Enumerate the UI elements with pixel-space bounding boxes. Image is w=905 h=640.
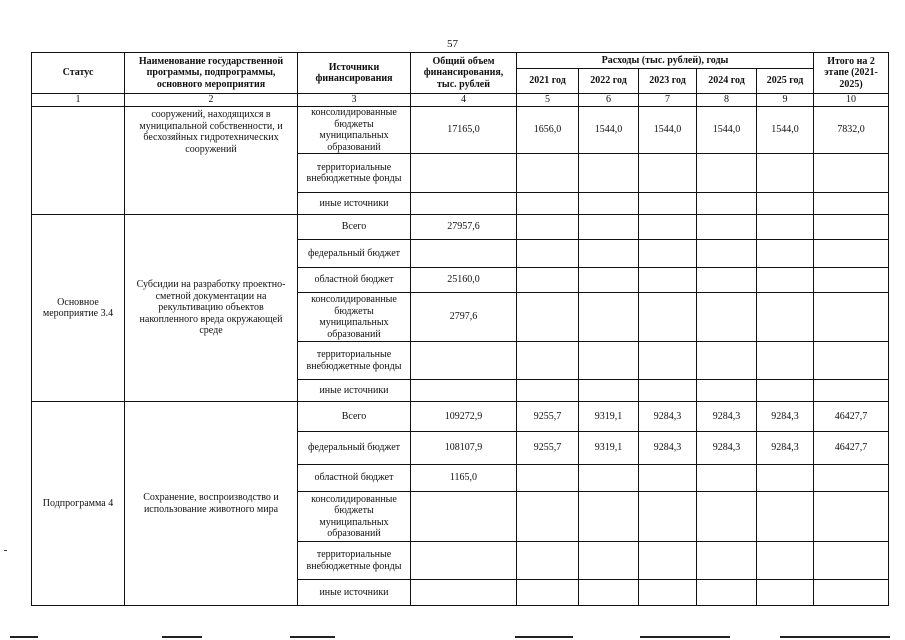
stage-total-cell <box>814 240 889 268</box>
measure-name-cell: сооружений, находящихся в муниципальной собственности, и бесхозяйных гидротехнических сооружений <box>125 107 298 215</box>
stage-total-cell: 46427,7 <box>814 402 889 432</box>
column-number: 5 <box>517 94 579 107</box>
source-cell: иные источники <box>298 580 411 606</box>
header-status: Статус <box>32 53 125 94</box>
year-2024-cell <box>697 542 757 580</box>
scan-edge-mark <box>780 636 890 638</box>
header-year: 2023 год <box>639 69 697 94</box>
year-2022-cell: 1544,0 <box>579 107 639 154</box>
stage-total-cell <box>814 465 889 492</box>
year-2024-cell <box>697 154 757 193</box>
total-cell: 109272,9 <box>411 402 517 432</box>
year-2024-cell <box>697 492 757 542</box>
header-year: 2022 год <box>579 69 639 94</box>
source-cell: территориальные внебюджетные фонды <box>298 542 411 580</box>
year-2023-cell <box>639 215 697 240</box>
year-2022-cell: 9319,1 <box>579 432 639 465</box>
year-2024-cell: 9284,3 <box>697 402 757 432</box>
total-cell <box>411 342 517 380</box>
source-cell: Всего <box>298 402 411 432</box>
year-2023-cell: 1544,0 <box>639 107 697 154</box>
total-cell <box>411 240 517 268</box>
year-2021-cell <box>517 342 579 380</box>
year-2024-cell: 9284,3 <box>697 432 757 465</box>
year-2021-cell <box>517 154 579 193</box>
stage-total-cell <box>814 193 889 215</box>
year-2022-cell <box>579 465 639 492</box>
year-2022-cell <box>579 215 639 240</box>
column-number: 1 <box>32 94 125 107</box>
stage-total-cell: 46427,7 <box>814 432 889 465</box>
column-number: 2 <box>125 94 298 107</box>
year-2024-cell: 1544,0 <box>697 107 757 154</box>
measure-name-cell: Субсидии на разработку проектно-сметной документации на рекультивацию объектов накопленного вреда окружающей среде <box>125 215 298 402</box>
total-cell <box>411 380 517 402</box>
total-cell: 25160,0 <box>411 268 517 293</box>
year-2022-cell <box>579 268 639 293</box>
year-2023-cell <box>639 193 697 215</box>
year-2023-cell <box>639 380 697 402</box>
column-number: 10 <box>814 94 889 107</box>
source-cell: территориальные внебюджетные фонды <box>298 154 411 193</box>
column-number: 4 <box>411 94 517 107</box>
year-2024-cell <box>697 240 757 268</box>
year-2023-cell <box>639 580 697 606</box>
year-2022-cell <box>579 342 639 380</box>
year-2022-cell <box>579 293 639 342</box>
total-cell: 1165,0 <box>411 465 517 492</box>
total-cell: 2797,6 <box>411 293 517 342</box>
year-2021-cell <box>517 268 579 293</box>
status-cell: Основное мероприятие 3.4 <box>32 215 125 402</box>
scan-edge-mark <box>640 636 730 638</box>
scan-edge-mark <box>10 636 38 638</box>
year-2023-cell <box>639 293 697 342</box>
stage-total-cell <box>814 342 889 380</box>
year-2024-cell <box>697 380 757 402</box>
year-2021-cell <box>517 542 579 580</box>
year-2024-cell <box>697 215 757 240</box>
stage-total-cell: 7832,0 <box>814 107 889 154</box>
year-2024-cell <box>697 293 757 342</box>
measure-name-cell: Сохранение, воспроизводство и использование животного мира <box>125 402 298 606</box>
year-2025-cell <box>757 154 814 193</box>
year-2025-cell <box>757 580 814 606</box>
source-cell: консолидированные бюджеты муниципальных образований <box>298 293 411 342</box>
year-2025-cell <box>757 380 814 402</box>
year-2024-cell <box>697 193 757 215</box>
source-cell: иные источники <box>298 380 411 402</box>
year-2024-cell <box>697 268 757 293</box>
year-2022-cell <box>579 492 639 542</box>
total-cell: 17165,0 <box>411 107 517 154</box>
page-number: 57 <box>447 38 458 50</box>
total-cell <box>411 542 517 580</box>
year-2022-cell <box>579 380 639 402</box>
year-2021-cell <box>517 580 579 606</box>
year-2025-cell <box>757 492 814 542</box>
year-2023-cell <box>639 542 697 580</box>
year-2022-cell <box>579 193 639 215</box>
column-number: 9 <box>757 94 814 107</box>
year-2022-cell <box>579 542 639 580</box>
total-cell <box>411 193 517 215</box>
year-2021-cell <box>517 193 579 215</box>
year-2024-cell <box>697 580 757 606</box>
total-cell <box>411 492 517 542</box>
year-2021-cell: 9255,7 <box>517 402 579 432</box>
year-2021-cell: 9255,7 <box>517 432 579 465</box>
table-row <box>32 215 889 240</box>
year-2025-cell: 9284,3 <box>757 402 814 432</box>
source-cell: Всего <box>298 215 411 240</box>
year-2021-cell <box>517 465 579 492</box>
source-cell: территориальные внебюджетные фонды <box>298 342 411 380</box>
header-source: Источники финансирования <box>298 53 411 94</box>
stage-total-cell <box>814 215 889 240</box>
year-2025-cell <box>757 240 814 268</box>
scan-edge-mark <box>515 636 573 638</box>
column-number: 6 <box>579 94 639 107</box>
total-cell: 27957,6 <box>411 215 517 240</box>
source-cell: областной бюджет <box>298 268 411 293</box>
year-2025-cell <box>757 193 814 215</box>
total-cell: 108107,9 <box>411 432 517 465</box>
source-cell: областной бюджет <box>298 465 411 492</box>
financing-table <box>31 52 889 606</box>
year-2023-cell <box>639 492 697 542</box>
status-cell: Подпрограмма 4 <box>32 402 125 606</box>
year-2025-cell <box>757 293 814 342</box>
column-number: 7 <box>639 94 697 107</box>
year-2025-cell <box>757 342 814 380</box>
year-2024-cell <box>697 465 757 492</box>
stage-total-cell <box>814 492 889 542</box>
year-2025-cell <box>757 465 814 492</box>
stage-total-cell <box>814 380 889 402</box>
status-cell <box>32 107 125 215</box>
source-cell: федеральный бюджет <box>298 240 411 268</box>
column-number: 3 <box>298 94 411 107</box>
header-total: Общий объем финансирования, тыс. рублей <box>411 53 517 94</box>
year-2021-cell <box>517 293 579 342</box>
year-2022-cell <box>579 154 639 193</box>
header-expenses: Расходы (тыс. рублей), годы <box>517 53 814 69</box>
year-2021-cell <box>517 492 579 542</box>
scan-edge-mark <box>162 636 202 638</box>
year-2025-cell <box>757 268 814 293</box>
year-2022-cell <box>579 580 639 606</box>
total-cell <box>411 154 517 193</box>
header-year: 2024 год <box>697 69 757 94</box>
year-2021-cell <box>517 240 579 268</box>
year-2024-cell <box>697 342 757 380</box>
source-cell: консолидированные бюджеты муниципальных образований <box>298 107 411 154</box>
year-2021-cell <box>517 215 579 240</box>
scan-edge-mark <box>290 636 335 638</box>
header-year: 2021 год <box>517 69 579 94</box>
source-cell: консолидированные бюджеты муниципальных образований <box>298 492 411 542</box>
year-2023-cell <box>639 154 697 193</box>
stage-total-cell <box>814 293 889 342</box>
header-stage-total: Итого на 2 этапе (2021-2025) <box>814 53 889 94</box>
year-2023-cell <box>639 342 697 380</box>
year-2021-cell: 1656,0 <box>517 107 579 154</box>
source-cell: федеральный бюджет <box>298 432 411 465</box>
year-2025-cell <box>757 542 814 580</box>
column-number: 8 <box>697 94 757 107</box>
year-2022-cell: 9319,1 <box>579 402 639 432</box>
year-2023-cell: 9284,3 <box>639 432 697 465</box>
total-cell <box>411 580 517 606</box>
year-2025-cell: 1544,0 <box>757 107 814 154</box>
year-2025-cell <box>757 215 814 240</box>
year-2023-cell <box>639 240 697 268</box>
source-cell: иные источники <box>298 193 411 215</box>
stage-total-cell <box>814 154 889 193</box>
year-2023-cell: 9284,3 <box>639 402 697 432</box>
stage-total-cell <box>814 268 889 293</box>
header-name: Наименование государственной программы, подпрограммы, основного мероприятия <box>125 53 298 94</box>
year-2022-cell <box>579 240 639 268</box>
year-2025-cell: 9284,3 <box>757 432 814 465</box>
stage-total-cell <box>814 542 889 580</box>
table-row <box>32 107 889 154</box>
year-2023-cell <box>639 465 697 492</box>
scan-margin-dot <box>4 550 7 551</box>
header-year: 2025 год <box>757 69 814 94</box>
stage-total-cell <box>814 580 889 606</box>
year-2021-cell <box>517 380 579 402</box>
year-2023-cell <box>639 268 697 293</box>
table-row <box>32 402 889 432</box>
